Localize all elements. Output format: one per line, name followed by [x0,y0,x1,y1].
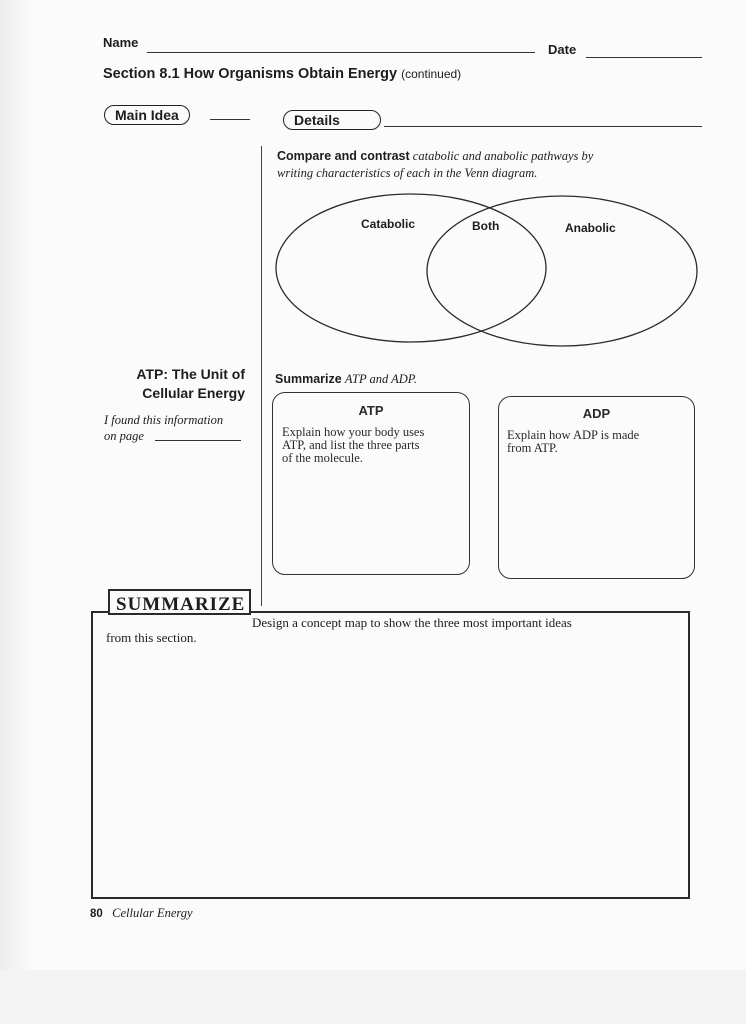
adp-box-line2: from ATP. [507,441,558,455]
venn-anabolic-label: Anabolic [565,221,616,235]
adp-box-line1: Explain how ADP is made [507,428,640,442]
atp-main-idea-line1: ATP: The Unit of [136,366,245,382]
summarize-prompt-line2: from this section. [106,630,197,645]
main-idea-label: Main Idea [115,107,179,123]
adp-box-prompt [507,429,694,455]
summarize-instruction-bold: Summarize [275,372,342,386]
atp-main-idea-line2: Cellular Energy [142,385,245,401]
chapter-name: Cellular Energy [112,906,193,920]
summarize-instruction-italic: ATP and ADP. [344,372,417,386]
summarize-answer-box[interactable] [91,611,690,899]
atp-box-line2: ATP, and list the three parts [282,438,420,452]
page-footer [90,906,193,921]
summarize-prompt-line1: Design a concept map to show the three most important ideas [252,615,572,630]
venn-both-label: Both [472,219,500,233]
venn-catabolic-label: Catabolic [361,217,416,231]
section-name: How Organisms Obtain Energy [183,66,398,82]
atp-box-line1: Explain how your body uses [282,425,425,439]
atp-adp-instructions [275,371,417,388]
atp-main-idea [90,365,245,403]
details-label: Details [294,112,340,128]
venn-instruction-italic-2: writing characteristics of each in the Venn diagram. [277,166,538,180]
venn-instruction-italic-1: catabolic and anabolic pathways by [412,149,594,163]
section-number: Section 8.1 [103,66,180,82]
atp-box-title: ATP [358,403,384,418]
summarize-label: SUMMARIZE [108,589,251,615]
atp-box-line3: of the molecule. [282,451,363,465]
page-reference-line1: I found this information [104,413,224,427]
name-label: Name [103,35,139,50]
page-number: 80 [90,908,103,920]
page-reference-blank[interactable] [155,440,241,441]
page-reference-line2 [104,428,254,444]
atp-box-prompt [282,426,469,465]
venn-instruction-bold: Compare and contrast [277,149,410,163]
venn-anabolic-circle[interactable] [427,196,697,346]
page-reference-label: on page [104,429,144,443]
atp-box[interactable] [272,392,470,575]
date-label: Date [548,42,577,57]
adp-box-title: ADP [582,406,611,421]
continued-note: (continued) [401,67,462,81]
adp-box[interactable] [498,396,695,579]
